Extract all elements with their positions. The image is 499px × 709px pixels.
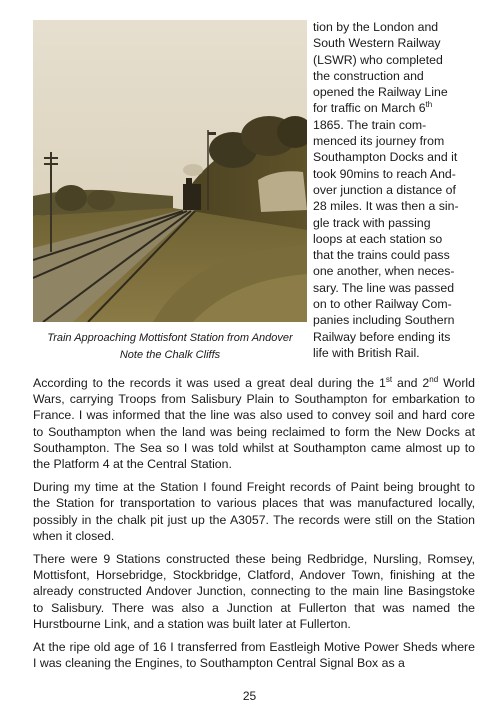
text-line: over junction a distance of — [313, 182, 456, 197]
text-line: South Western Railway — [313, 36, 441, 51]
text-line: that the trains could pass — [313, 248, 450, 263]
text-line: opened the Railway Line — [313, 85, 448, 100]
text-line-with-superscript: for traffic on March 6th — [313, 100, 433, 116]
text-line: menced its journey from — [313, 134, 445, 149]
railway-photo — [33, 20, 307, 322]
train-photo-image — [33, 20, 307, 322]
text-line: one another, when neces- — [313, 264, 455, 279]
page-number: 25 — [242, 689, 257, 703]
text-line: 28 miles. It was then a sin- — [313, 199, 459, 214]
text-line: loops at each station so — [313, 231, 443, 246]
text-line: life with British Rail. — [313, 345, 420, 360]
text-line: gle track with passing — [313, 215, 431, 230]
text-line: sary. The line was passed — [313, 280, 455, 295]
text-line: panies including Southern — [313, 313, 455, 328]
caption-line-1: Train Approaching Mottisfont Station from Andover — [47, 332, 293, 344]
text-line: tion by the London and — [313, 20, 439, 34]
caption-line-2: Note the Chalk Cliffs — [119, 349, 221, 361]
paragraph-transfer: At the ripe old age of 16 I transferred from Eastleigh Motive Power Sheds where I was cleaning the Engines, to Southampton Central Signal Box as a — [33, 640, 475, 671]
paragraph-world-wars: According to the records it was used a great deal during the 1st and 2nd World Wars, carrying Troops from Salisbury Plain to Southampton for embarkation to France. I was informed that the line was also used to convey soil and hard core to Southampton when the land was being reclaimed to form the New Docks at Southampton. The Sea so I was told whilst at Southampton came almost up to the Platform 4 at the Central Station. — [33, 374, 475, 472]
text-line: 1865. The train com- — [313, 117, 427, 132]
text-line: Southampton Docks and it — [313, 150, 458, 165]
right-column-text — [313, 19, 475, 361]
text-line: (LSWR) who completed — [313, 52, 443, 67]
photo-caption — [33, 330, 307, 364]
text-line: took 90mins to reach And- — [313, 166, 456, 181]
paragraph-stations: There were 9 Stations constructed these being Redbridge, Nursling, Romsey, Mottisfont, Horsebridge, Stockbridge, Clatford, Andover Town, finishing at the already constructed Andover Junction, connecting to the main line Basingstoke to Salisbury. There was also a Junction at Fullerton that was named the Hurstbourne Link, and a station was built later at Fullerton. — [33, 552, 475, 631]
text-line: on to other Railway Com- — [313, 297, 452, 312]
text-line: the construction and — [313, 68, 424, 83]
paragraph-freight-records: During my time at the Station I found Freight records of Paint being brought to the Station for transportation to various places that was manufactured locally, possibly in the chalk pit just up the A3057. The records were still on the Station when it closed. — [33, 480, 475, 543]
body-text — [33, 375, 475, 678]
text-line: Railway before ending its — [313, 329, 451, 344]
